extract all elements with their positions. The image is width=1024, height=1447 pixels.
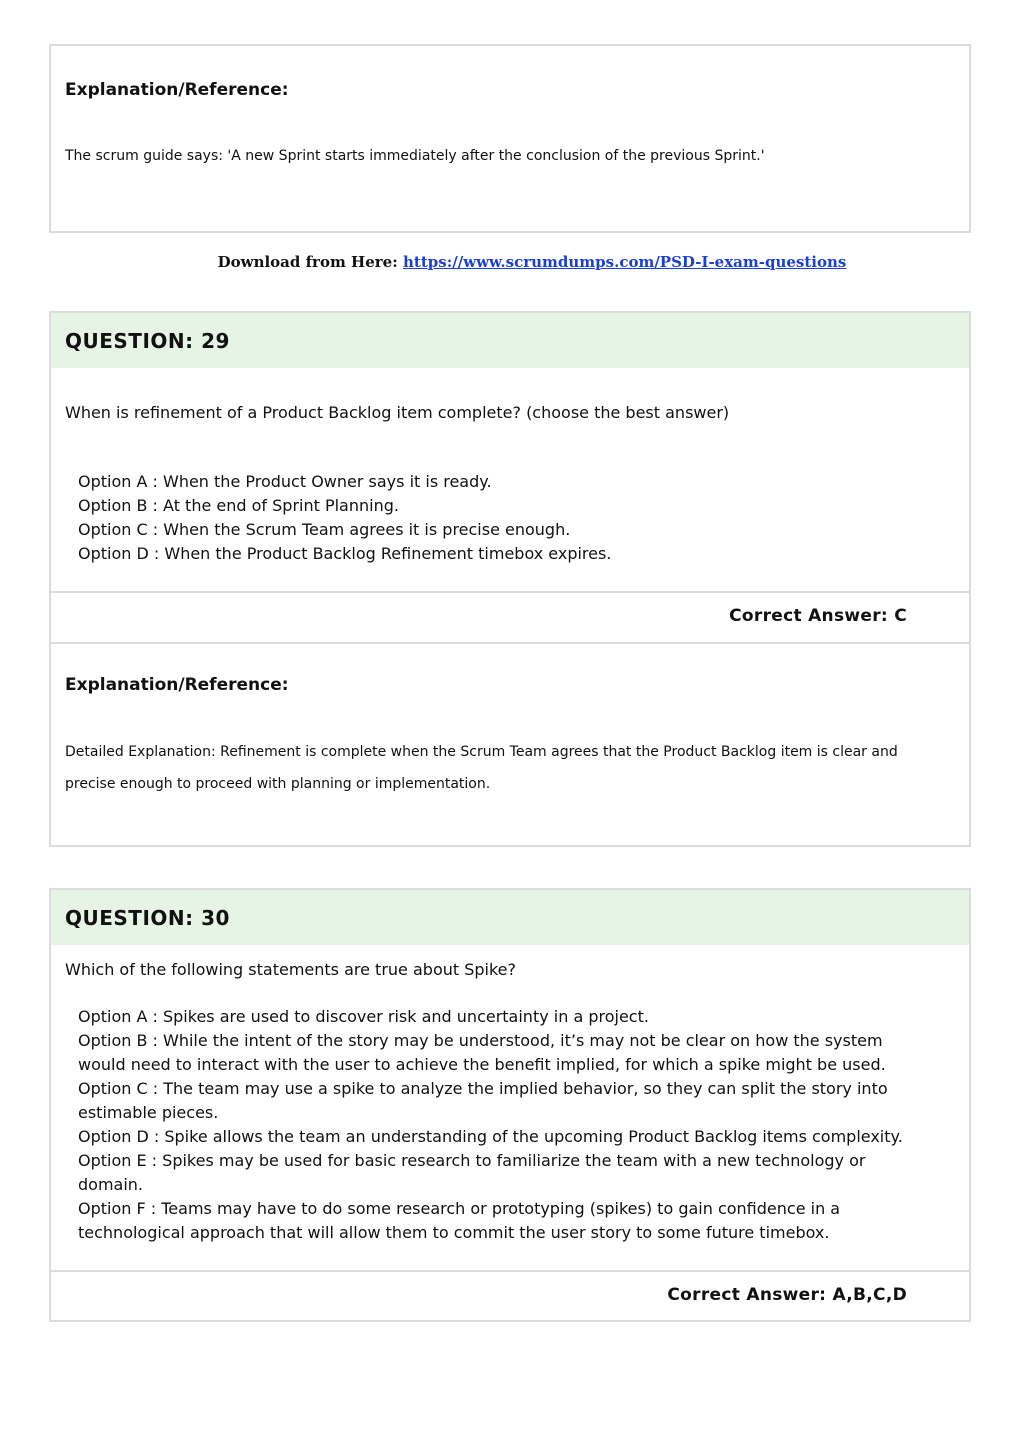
explanation-text: Detailed Explanation: Refinement is complete when the Scrum Team agrees that the Product Backlog item is clear and precise enough to proceed with planning or implementation. (65, 744, 898, 792)
question-text: When is refinement of a Product Backlog item complete? (choose the best answer) (65, 403, 730, 422)
option-a: Option A : When the Product Owner says it is ready. (78, 472, 492, 491)
option-d: Option D : Spike allows the team an understanding of the upcoming Product Backlog items complexity. (78, 1127, 903, 1146)
download-link[interactable]: https://www.scrumdumps.com/PSD-I-exam-questions (403, 253, 847, 271)
explanation-box-top (49, 44, 971, 233)
options-list (78, 1005, 929, 1245)
explanation-text: The scrum guide says: 'A new Sprint starts immediately after the conclusion of the previous Sprint.' (65, 148, 765, 164)
option-b: Option B : While the intent of the story may be understood, it’s may not be clear on how the system would need to interact with the user to achieve the benefit implied, for which a spike might be used. (78, 1031, 886, 1074)
download-label: Download from Here: (217, 253, 398, 271)
question-header (51, 313, 969, 368)
option-d: Option D : When the Product Backlog Refinement timebox expires. (78, 544, 612, 563)
correct-answer: Correct Answer: A,B,C,D (667, 1285, 907, 1305)
option-a: Option A : Spikes are used to discover risk and uncertainty in a project. (78, 1007, 649, 1026)
divider (51, 642, 969, 644)
download-line (0, 253, 1024, 271)
question-card-30 (49, 888, 971, 1322)
option-f: Option F : Teams may have to do some research or prototyping (spikes) to gain confidence in a technological approach that will allow them to commit the user story to some future timebox. (78, 1199, 841, 1242)
option-e: Option E : Spikes may be used for basic research to familiarize the team with a new technology or domain. (78, 1151, 866, 1194)
question-title: QUESTION: 29 (65, 329, 230, 353)
correct-answer: Correct Answer: C (729, 606, 907, 626)
option-b: Option B : At the end of Sprint Planning. (78, 496, 399, 515)
options-list (78, 470, 929, 566)
option-c: Option C : When the Scrum Team agrees it is precise enough. (78, 520, 571, 539)
question-header (51, 890, 969, 945)
option-c: Option C : The team may use a spike to analyze the implied behavior, so they can split the story into estimable pieces. (78, 1079, 888, 1122)
question-card-29 (49, 311, 971, 847)
divider (51, 591, 969, 593)
explanation-title: Explanation/Reference: (65, 675, 289, 695)
explanation-title: Explanation/Reference: (65, 80, 289, 100)
divider (51, 1270, 969, 1272)
question-text: Which of the following statements are true about Spike? (65, 960, 517, 979)
question-title: QUESTION: 30 (65, 906, 230, 930)
